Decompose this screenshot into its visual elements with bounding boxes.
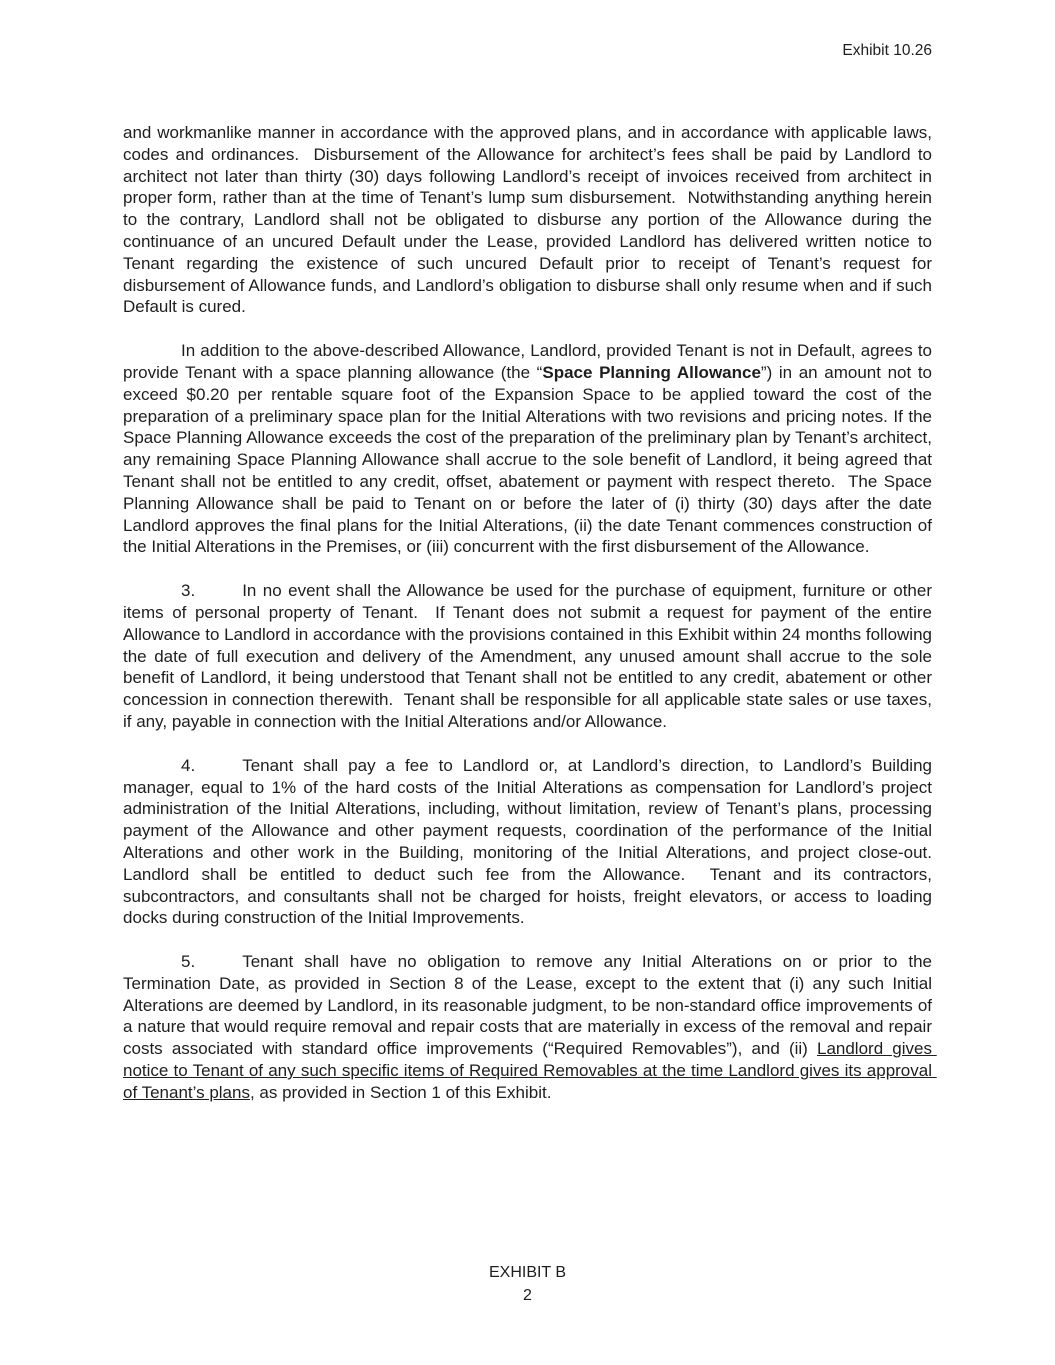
paragraph-number: 3. [181,581,196,601]
defined-term: Space Planning Allowance [542,362,761,382]
document-body [123,122,942,1126]
text-run: In addition to the above-described Allowance, Landlord, provided Tenant is not in Default, agrees to provide Tenant with a space planning allowance (the “ [123,341,937,382]
text-run: , as provided in Section 1 of this Exhibit. [249,1082,552,1102]
footer-exhibit-label: EXHIBIT B [488,1264,567,1281]
paragraph-number: 4. [181,755,196,775]
exhibit-header-label: Exhibit 10.26 [842,42,932,59]
paragraph [123,580,937,733]
text-run: and workmanlike manner in accordance with the approved plans, and in accordance with applicable laws, codes and ordinances. Disbursement of the Allowance for architect’s fees shall be paid by Landlord to architect not later than thirty (30) days following Landlord’s receipt of invoices received from architect in proper form, rather than at the time of Tenant’s lump sum disbursement. Notwithstanding anything herein to the contrary, Landlord shall not be obligated to disburse any portion of the Allowance during the continuance of an uncured Default under the Lease, provided Landlord has delivered written notice to Tenant regarding the existence of such uncured Default prior to receipt of Tenant’s request for disbursement of Allowance funds, and Landlord’s obligation to disburse shall only resume when and if such Default is cured. [123,123,937,317]
paragraph-number: 5. [181,952,196,972]
footer-page-number: 2 [523,1287,532,1304]
underlined-clause: Landlord gives notice to Tenant of any such specific items of Required Removables at the time Landlord gives its approval of Tenant’s plans [123,1039,937,1102]
paragraph [123,755,942,929]
text-run: Tenant shall pay a fee to Landlord or, at Landlord’s direction, to Landlord’s Building manager, equal to 1% of the hard costs of the Initial Alterations as compensation for Landlord’s project administration of the Initial Alterations, including, without limitation, review of Tenant’s plans, processing payment of the Allowance and other payment requests, coordination of the performance of the Initial Alterations and other work in the Building, monitoring of the Initial Alterations, and project close-out. Landlord shall be entitled to deduct such fee from the Allowance. Tenant and its contractors, subcontractors, and consultants shall not be charged for hoists, freight elevators, or access to loading docks during construction of the Initial Improvements. [123,755,942,928]
document-header [123,41,932,61]
paragraph [123,340,937,558]
text-run: In no event shall the Allowance be used for the purchase of equipment, furniture or other items of personal property of Tenant. If Tenant does not submit a request for payment of the entire Allowance to Landlord in accordance with the provisions contained in this Exhibit within 24 months following the date of full execution and delivery of the Amendment, any unused amount shall accrue to the sole benefit of Landlord, it being understood that Tenant shall not be entitled to any credit, abatement or other concession in connection therewith. Tenant shall be responsible for all applicable state sales or use taxes, if any, payable in connection with the Initial Alterations and/or Allowance. [123,581,937,731]
text-run: ”) in an amount not to exceed $0.20 per rentable square foot of the Expansion Space to be applied toward the cost of the preparation of a preliminary space plan for the Initial Alterations with two revisions and pricing notes. If the Space Planning Allowance exceeds the cost of the preparation of the preliminary plan by Tenant’s architect, any remaining Space Planning Allowance shall accrue to the sole benefit of Landlord, it being agreed that Tenant shall not be entitled to any credit, offset, abatement or payment with respect thereto. The Space Planning Allowance shall be paid to Tenant on or before the later of (i) thirty (30) days after the date Landlord approves the final plans for the Initial Alterations, (ii) the date Tenant commences construction of the Initial Alterations in the Premises, or (iii) concurrent with the first disbursement of the Allowance. [123,362,937,557]
paragraph [123,951,937,1104]
paragraph [123,122,937,318]
document-footer [0,1261,1055,1307]
text-run: Tenant shall have no obligation to remove any Initial Alterations on or prior to the Termination Date, as provided in Section 8 of the Lease, except to the extent that (i) any such Initial Alterations are deemed by Landlord, in its reasonable judgment, to be non-standard office improvements of a nature that would require removal and repair costs that are materially in excess of the removal and repair costs associated with standard office improvements (“Required Removables”), and (ii) [123,952,937,1059]
